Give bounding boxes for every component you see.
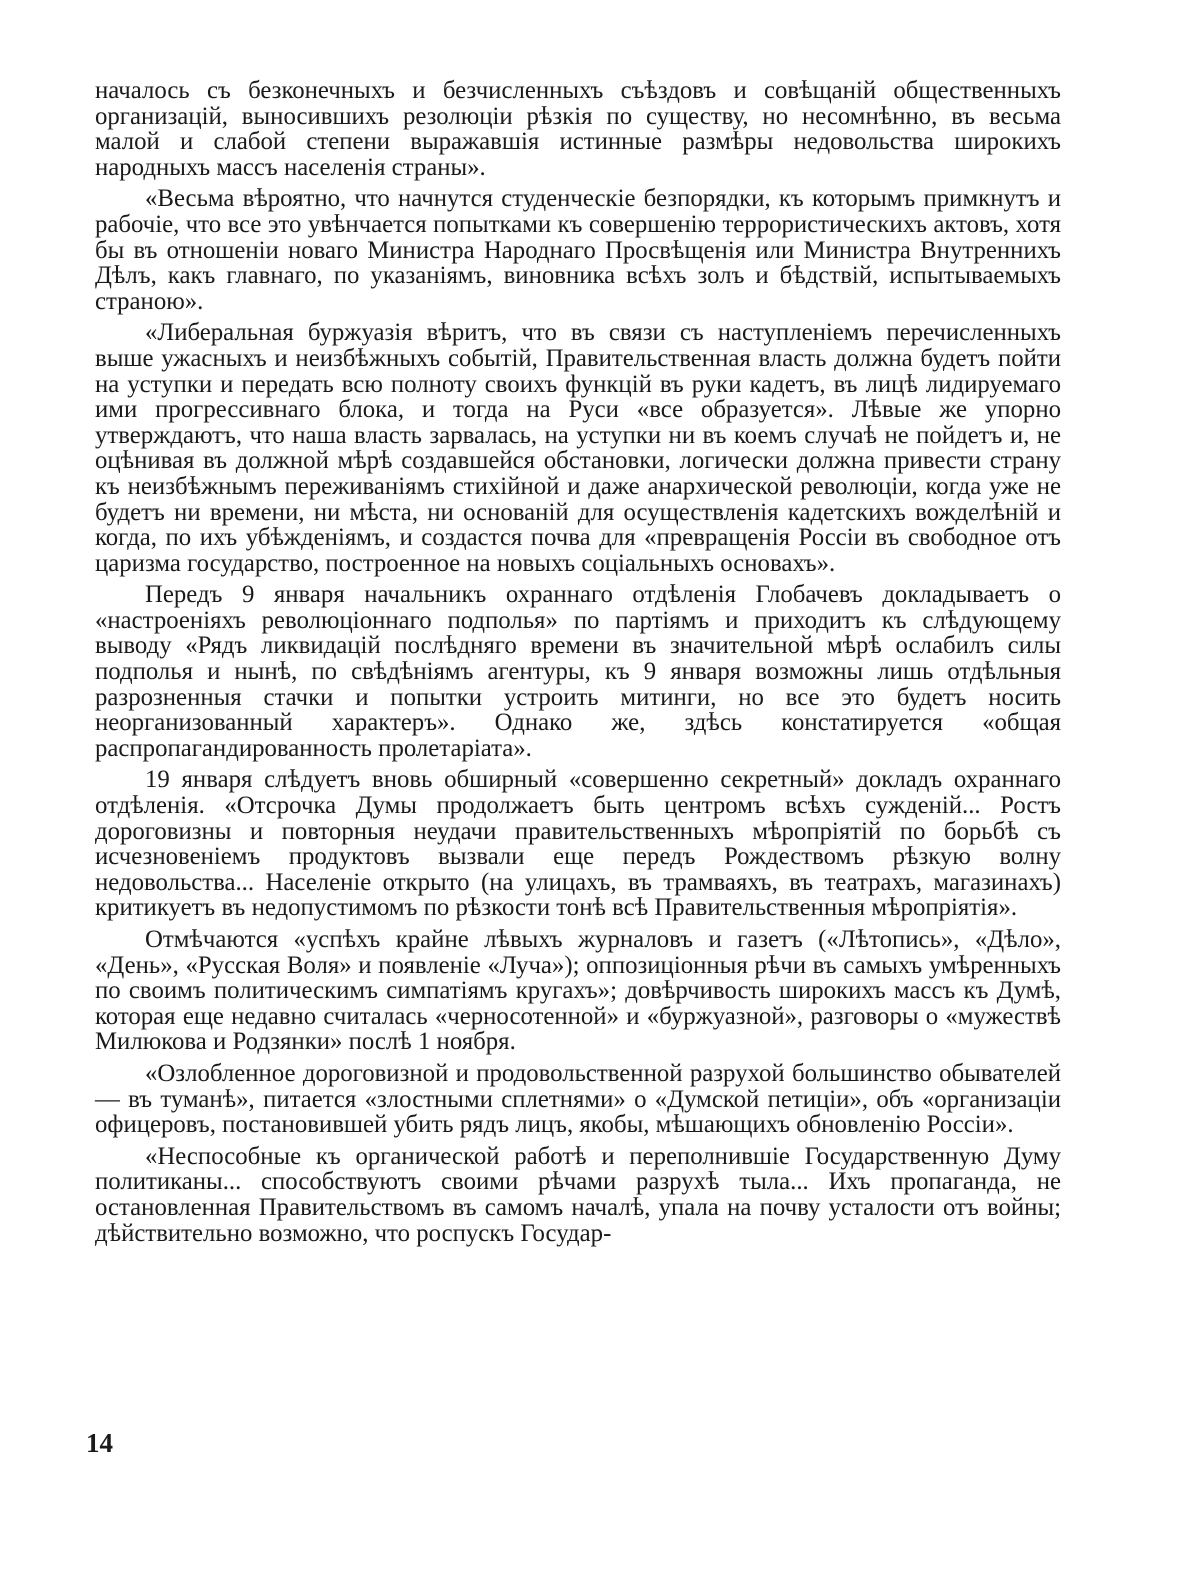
paragraph-7: «Озлобленное дороговизной и продовольственной разрухой большинство обывателей — въ туманѣ», питается «злостными сплетнями» о «Думской петиціи», объ «организаціи офицеровъ, постановившей убить рядъ лицъ, якобы, мѣшающихъ обновленію Россіи». — [95, 1059, 1061, 1139]
paragraph-3: «Либеральная буржуазія вѣритъ, что въ связи съ наступленіемъ перечисленныхъ выше ужасныхъ и неизбѣжныхъ событій, Правительственная власть должна будетъ пойти на уступки и передать всю полноту своихъ функцій въ руки кадетъ, въ лицѣ лидируемаго ими прогрессивнаго блока, и тогда на Руси «все образуется». Лѣвые же упорно утверждаютъ, что наша власть зарвалась, на уступки ни въ коемъ случаѣ не пойдетъ и, не оцѣнивая въ должной мѣрѣ создавшейся обстановки, логически должна привести страну къ неизбѣжнымъ переживаніямъ стихійной и даже анархической революціи, когда уже не будетъ ни времени, ни мѣста, ни основаній для осуществленія кадетскихъ вожделѣній и когда, по ихъ убѣжденіямъ, и создастся почва для «превращенія Россіи въ свободное отъ царизма государство, построенное на новыхъ соціальныхъ основахъ». — [95, 319, 1061, 577]
paragraph-5: 19 января слѣдуетъ вновь обширный «совершенно секретный» докладъ охраннаго отдѣленія. «Отсрочка Думы продолжаетъ быть центромъ всѣхъ сужденій... Ростъ дороговизны и повторныя неудачи правительственныхъ мѣропріятій по борьбѣ съ исчезновеніемъ продуктовъ вызвали еще передъ Рождествомъ рѣзкую волну недовольства... Населеніе открыто (на улицахъ, въ трамваяхъ, въ театрахъ, магазинахъ) критикуетъ въ недопустимомъ по рѣзкости тонѣ всѣ Правительственныя мѣропріятія». — [95, 766, 1061, 922]
paragraph-1: началось съ безконечныхъ и безчисленныхъ съѣздовъ и совѣщаній общественныхъ организацій, выносившихъ резолюціи рѣзкія по существу, но несомнѣнно, въ весьма малой и слабой степени выражавшія истинные размѣры недовольства широкихъ народныхъ массъ населенія страны». — [95, 77, 1061, 181]
paragraph-2: «Весьма вѣроятно, что начнутся студенческіе безпорядки, къ которымъ примкнутъ и рабочіе, что все это увѣнчается попытками къ совершенію террористическихъ актовъ, хотя бы въ отношеніи новаго Министра Народнаго Просвѣщенія или Министра Внутреннихъ Дѣлъ, какъ главнаго, по указаніямъ, виновника всѣхъ золъ и бѣдствій, испытываемыхъ страною». — [95, 185, 1061, 315]
paragraph-6: Отмѣчаются «успѣхъ крайне лѣвыхъ журналовъ и газетъ («Лѣтопись», «Дѣло», «День», «Русская Воля» и появленіе «Луча»); оппозиціонныя рѣчи въ самыхъ умѣренныхъ по своимъ политическимъ симпатіямъ кругахъ»; довѣрчивость широкихъ массъ къ Думѣ, которая еще недавно считалась «черносотенной» и «буржуазной», разговоры о «мужествѣ Милюкова и Родзянки» послѣ 1 ноября. — [95, 926, 1061, 1056]
paragraph-4: Передъ 9 января начальникъ охраннаго отдѣленія Глобачевъ докладываетъ о «настроеніяхъ революціоннаго подполья» по партіямъ и приходитъ къ слѣдующему выводу «Рядъ ликвидацій послѣдняго времени въ значительной мѣрѣ ослабилъ силы подполья и нынѣ, по свѣдѣніямъ агентуры, къ 9 января возможны лишь отдѣльныя разрозненныя стачки и попытки устроить митинги, но все это будетъ носить неорганизованный характеръ». Однако же, здѣсь констатируется «общая распропагандированность пролетаріата». — [95, 581, 1061, 762]
paragraph-8: «Неспособные къ органической работѣ и переполнившіе Государственную Думу политиканы... способствуютъ своими рѣчами разрухѣ тыла... Ихъ пропаганда, не остановленная Правительствомъ въ самомъ началѣ, упала на почву усталости отъ войны; дѣйствительно возможно, что роспускъ Государ- — [95, 1142, 1061, 1247]
page-number: 14 — [86, 1428, 113, 1458]
body-text — [95, 78, 1061, 1252]
